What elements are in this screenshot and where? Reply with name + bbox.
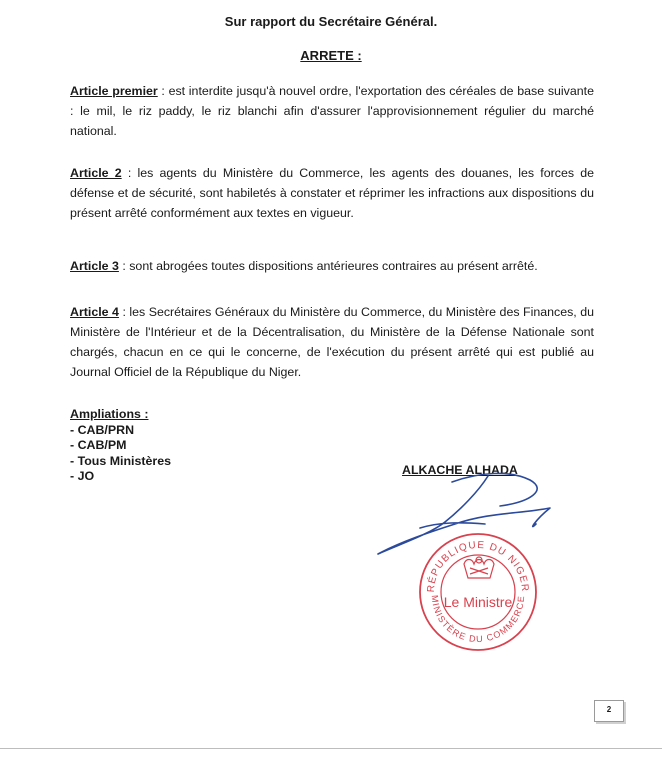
signer-name: ALKACHE ALHADA bbox=[402, 463, 518, 477]
ampliations-block bbox=[70, 407, 171, 485]
article-label: Article 4 bbox=[70, 305, 119, 319]
arrete-heading: ARRETE : bbox=[300, 48, 362, 63]
page-bottom-edge bbox=[0, 748, 662, 749]
ampliation-item: - CAB/PRN bbox=[70, 422, 135, 437]
ampliation-item: - JO bbox=[70, 469, 95, 483]
article-text: : les agents du Ministère du Commerce, les agents des douanes, les forces de défense et de sécurité, sont habiletés à constater et réprimer les infractions aux dispositions du présent arrêté conformément aux textes en vigueur. bbox=[70, 166, 595, 220]
article-2 bbox=[70, 163, 594, 223]
ministry-seal-stamp bbox=[416, 530, 540, 654]
article-label: Article 2 bbox=[70, 166, 122, 180]
article-label: Article 3 bbox=[70, 259, 119, 273]
page-number: 2 bbox=[594, 700, 624, 722]
article-text: : sont abrogées toutes dispositions antérieures contraires au présent arrêté. bbox=[118, 259, 538, 273]
article-text: : les Secrétaires Généraux du Ministère du Commerce, du Ministère des Finances, du Ministère de l'Intérieur et de la Décentralisation, du Ministère de la Défense Nationale sont chargés, chacun en ce qui le concerne, de l'exécution du présent arrêté qui est publié au Journal Officiel de la République du Niger. bbox=[70, 305, 595, 379]
article-label: Article premier bbox=[70, 84, 158, 98]
seal-ring-bottom-text: MINISTÈRE DU COMMERCE bbox=[429, 594, 527, 645]
ampliations-title: Ampliations : bbox=[70, 407, 149, 421]
article-4 bbox=[70, 302, 594, 382]
article-premier bbox=[70, 81, 594, 141]
ampliation-item: - Tous Ministères bbox=[70, 453, 171, 468]
article-3 bbox=[70, 256, 594, 276]
rapport-heading: Sur rapport du Secrétaire Général. bbox=[224, 14, 438, 29]
seal-ring-top-text: RÉPUBLIQUE DU NIGER bbox=[425, 539, 531, 593]
article-text: : est interdite jusqu'à nouvel ordre, l'exportation des céréales de base suivante : le mil, le riz paddy, le riz blanchi afin d'assurer l'approvisionnement régulier du marché national. bbox=[70, 84, 594, 138]
coat-of-arms-icon bbox=[464, 557, 494, 578]
seal-title: Le Ministre bbox=[443, 594, 513, 610]
ampliation-item: - CAB/PM bbox=[70, 438, 127, 452]
